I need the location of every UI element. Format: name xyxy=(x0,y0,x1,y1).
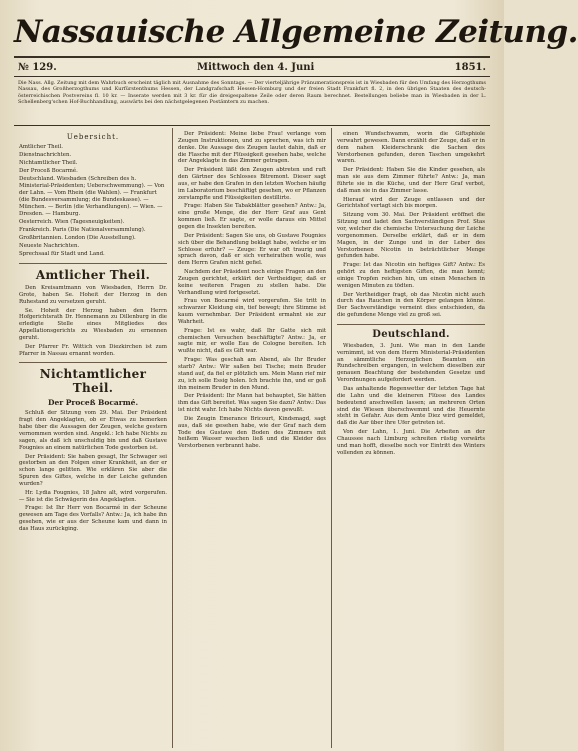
issue-date: Mittwoch den 4. Juni xyxy=(197,61,315,73)
paragraph: Der Pfarrer Fr. Wittich von Diezkirchen ist zum Pfarrer in Nassau ernannt worden. xyxy=(19,343,167,357)
paragraph: Hr. Lydia Fougnies, 18 Jahre alt, wird vorgerufen. — Sie ist die Schwägerin des Angeklagten. xyxy=(19,489,167,503)
section-heading-unofficial: Nichtamtlicher Theil. xyxy=(39,367,147,396)
overview-item: Oesterreich. Wien (Tagesneuigkeiten). xyxy=(19,219,125,225)
overview-item: Neueste Nachrichten. xyxy=(19,243,80,249)
column-1 xyxy=(14,128,173,748)
overview-item: Sprechsaal für Stadt und Land. xyxy=(19,251,105,257)
overview-item: Nichtamtlicher Theil. xyxy=(19,160,78,166)
paragraph: Frage: Haben Sie Tabakblätter gesehen? Antw.: Ja, eine große Menge, die der Herr Graf aus Gent kommen ließ. Er sagte, er wolle daraus ein Mittel gegen die Insekten bereiten. xyxy=(178,203,326,230)
paragraph: Die Zeugin Emerance Bricourt, Kindsmagd, sagt aus, daß sie gesehen habe, wie der Graf nach dem Tode des Gustave den Boden des Zimmers mit heißem Wasser waschen ließ und die Kleider des Verstorbenen verbrannt habe. xyxy=(178,415,326,450)
dateline xyxy=(14,56,490,77)
section-heading-official: Amtlicher Theil. xyxy=(35,268,151,282)
overview-item: Dienstnachrichten. xyxy=(19,152,72,158)
paragraph: Schluß der Sitzung vom 29. Mai. Der Präsident fragt den Angeklagten, ob er Etwas zu bemerken habe über die Aussagen der Zeugen, welche gestern vernommen worden sind. Angekl.: Ich habe Nichts zu sagen, als daß ich unschuldig bin und daß Gustave Fougnies an einem natürlichen Tode gestorben ist. xyxy=(19,410,167,451)
paragraph: Frage: Ist es wahr, daß Ihr Gatte sich mit chemischen Versuchen beschäftigte? Antw.: Ja, er sagte mir, er wolle Eau de Cologne bereiten. Ich wußte nicht, daß es Gift war. xyxy=(178,327,326,355)
paragraph: Von der Lahn, 1. Juni. Die Arbeiten an der Chaussee nach Limburg schreiten rüstig vorwärts und man hofft, dieselbe noch vor Eintritt des Winters vollenden zu können. xyxy=(337,429,485,456)
paragraph: Wiesbaden, 3. Juni. Wie man in den Lande vernimmt, ist von dem Herrn Ministerial-Präsidenten an sämmtliche Herzoglichen Beamten ein Rundschreiben ergangen, in welchem dieselben zur genauen Beachtung der bestehenden Gesetze und Verordnungen aufgefordert werden. xyxy=(337,342,485,384)
divider xyxy=(337,324,485,325)
paragraph: Se. Hoheit der Herzog haben den Herrn Hofgerichtsrath Dr. Hennemann zu Dillenburg in die erledigte Stelle eines Mitgliedes des Appellationsgerichts zu Wiesbaden zu ernennen geruht. xyxy=(19,307,167,341)
paragraph: Frage: Was geschah am Abend, als Ihr Bruder starb? Antw.: Wir saßen bei Tische; mein Bruder stand auf, da fiel er plötzlich um. Mein Mann rief mir zu, ich solle Essig holen. Ich brachte ihn, und er goß ihn meinem Bruder in den Mund. xyxy=(178,357,326,391)
divider xyxy=(19,263,167,264)
paragraph: Der Präsident: Sagen Sie uns, ob Gustave Fougnies sich über die Behandlung beklagt habe, welche er im Schlosse erfuhr? — Zeuge: Er war oft traurig und sprach davon, daß er sich verheirathen wolle, was dem Herrn Grafen nicht gefiel. xyxy=(178,232,326,267)
overview-item: Der Proceß Bocarmé. xyxy=(19,168,78,174)
paragraph: Der Präsident: Haben Sie die Kinder gesehen, als man sie aus dem Zimmer führte? Antw.: Ja, man führte sie in die Küche, und der Herr Graf verbot, daß man sie in das Zimmer lasse. xyxy=(337,167,485,194)
overview-item: Frankreich. Paris (Die Nationalversammlung). xyxy=(19,227,146,233)
overview-item: Amtlicher Theil. xyxy=(19,144,64,150)
section-heading-germany: Deutschland. xyxy=(372,328,450,340)
issue-year: 1851. xyxy=(454,61,486,73)
paragraph: Frau von Bocarmé wird vorgerufen. Sie tritt in schwarzer Kleidung ein, tief bewegt; ihre Stimme ist kaum vernehmbar. Der Präsident ermahnt sie zur Wahrheit. xyxy=(178,298,326,325)
overview-list xyxy=(19,144,167,258)
paragraph: Der Vertheidiger fragt, ob das Nicotin nicht auch durch das Rauchen in den Körper gelangen könne. Der Sachverständige verneint dies entschieden, da die gefundene Menge viel zu groß sei. xyxy=(337,291,485,319)
overview-item: Großbritannien. London (Die Ausstellung). xyxy=(19,235,136,241)
paragraph: Der Präsident läßt den Zeugen abtreten und ruft den Gärtner des Schlosses Bitremont. Dieser sagt aus, er habe den Grafen in den letzten Wochen häufig im Laboratorium beschäftigt gesehen, wo er Pflanzen zerstampfte und Flüssigkeiten destillirte. xyxy=(178,167,326,201)
paragraph: einen Wundschwamm, worin die Giftsphiole verwahrt gewesen. Dann erzählt der Zeuge, daß er in dem nahen Kleiderschrank die Sachen des Verstorbenen gefunden, deren Taschen umgekehrt waren. xyxy=(337,131,485,165)
paragraph: Den Kreisamtmann von Wiesbaden, Herrn Dr. Grote, haben Se. Hoheit der Herzog in den Ruhestand zu versetzen geruht. xyxy=(19,285,167,305)
paragraph: Frage: Ist das Nicotin ein heftiges Gift? Antw.: Es gehört zu den heftigsten Giften, die man kennt; einige Tropfen reichen hin, um einen Menschen in wenigen Minuten zu tödten. xyxy=(337,262,485,289)
paragraph: Der Präsident: Meine liebe Frau! verlange vom Zeugen Instruktionen, und zu sprechen, was ich mir denke. Die Aussage des Zeugen lautet dahin, daß er die Flasche mit der Flüssigkeit gesehen habe, welche der Angeklagte in das Zimmer getragen. xyxy=(178,131,326,165)
columns xyxy=(14,128,490,748)
paragraph: Frage: Ist Ihr Herr von Bocarmé in der Scheune gewesen am Tage des Vorfalls? Antw.: Ja, ich habe ihn gesehen, wie er aus der Scheune kam und dann in das Haus zurückging. xyxy=(19,505,167,532)
column-3 xyxy=(332,128,490,748)
column-2 xyxy=(173,128,332,748)
issue-number: № 129. xyxy=(18,61,57,73)
paragraph: Sitzung vom 30. Mai. Der Präsident eröffnet die Sitzung und ladet den Sachverständigen Prof. Stas vor, welcher die chemische Untersuchung der Leiche vorgenommen. Derselbe erklärt, daß er in dem Magen, in der Zunge und in der Leber des Verstorbenen Nicotin in beträchtlicher Menge gefunden habe. xyxy=(337,212,485,260)
paragraph: Hierauf wird der Zeuge entlassen und der Gerichtshof vertagt sich bis morgen. xyxy=(337,196,485,210)
overview-heading: Uebersicht. xyxy=(66,133,120,141)
paragraph: Das anhaltende Regenwetter der letzten Tage hat die Lahn und die kleineren Flüsse des Landes bedeutend anschwellen lassen; an mehreren Orten sind die Wiesen überschwemmt und die Heuernte steht in Gefahr. Aus dem Amte Diez wird gemeldet, daß die Aar über ihre Ufer getreten ist. xyxy=(337,386,485,427)
subscription-notice: Die Nass. Allg. Zeitung mit dem Wahrbuch erscheint täglich mit Ausnahme des Sonntags. — Der vierteljährige Pränumerationspreis ist in Wiesbaden für den Umfang des Herzogthums Nassau, des Großherzogthums und Kurfürstenthums Hessen, der Landgrafschaft Hessen-Homburg und der freien Stadt Frankfurt fl. 2, in den übrigen Staaten des deutsch-österreichischen Postvereins fl. 10 kr. — Inserate werden mit 3 kr. für die dreigespaltene Zeile oder deren Raum berechnet. Bestellungen beliebe man in Wiesbaden in der L. Schellenberg'schen Hof-Buchhandlung, auswärts bei den nächstgelegenen Postämtern zu machen. xyxy=(14,77,490,126)
article-heading-bocarme: Der Proceß Bocarmé. xyxy=(47,398,139,408)
divider xyxy=(19,362,167,363)
masthead-title: Nassauische Allgemeine Zeitung. xyxy=(14,14,578,50)
paragraph: Der Präsident: Sie haben gesagt, Ihr Schwager sei gestorben an den Folgen einer Krankheit, an der er schon lange gelitten. Wie erklären Sie aber die Spuren des Giftes, welche in der Leiche gefunden wurden? xyxy=(19,453,167,487)
overview-item: Deutschland. Wiesbaden (Schreiben des h. Ministerial-Präsidenten; Ueberschwemmung). — Von der Lahn. — Vom Rhein (die Wahlen). — Frankfurt (die Bundesversammlung; die Bundeskasse). — München. — Berlin (die Verhandlungen). — Wien. — Dresden. — Hamburg. xyxy=(19,176,165,217)
paragraph: Der Präsident: Ihr Mann hat behauptet, Sie hätten ihm das Gift bereitet. Was sagen Sie dazu? Antw.: Das ist nicht wahr. Ich habe Nichts davon gewußt. xyxy=(178,393,326,414)
paragraph: Nachdem der Präsident noch einige Fragen an den Zeugen gerichtet, erklärt der Vertheidiger, daß er keine weiteren Fragen zu stellen habe. Die Verhandlung wird fortgesetzt. xyxy=(178,269,326,296)
